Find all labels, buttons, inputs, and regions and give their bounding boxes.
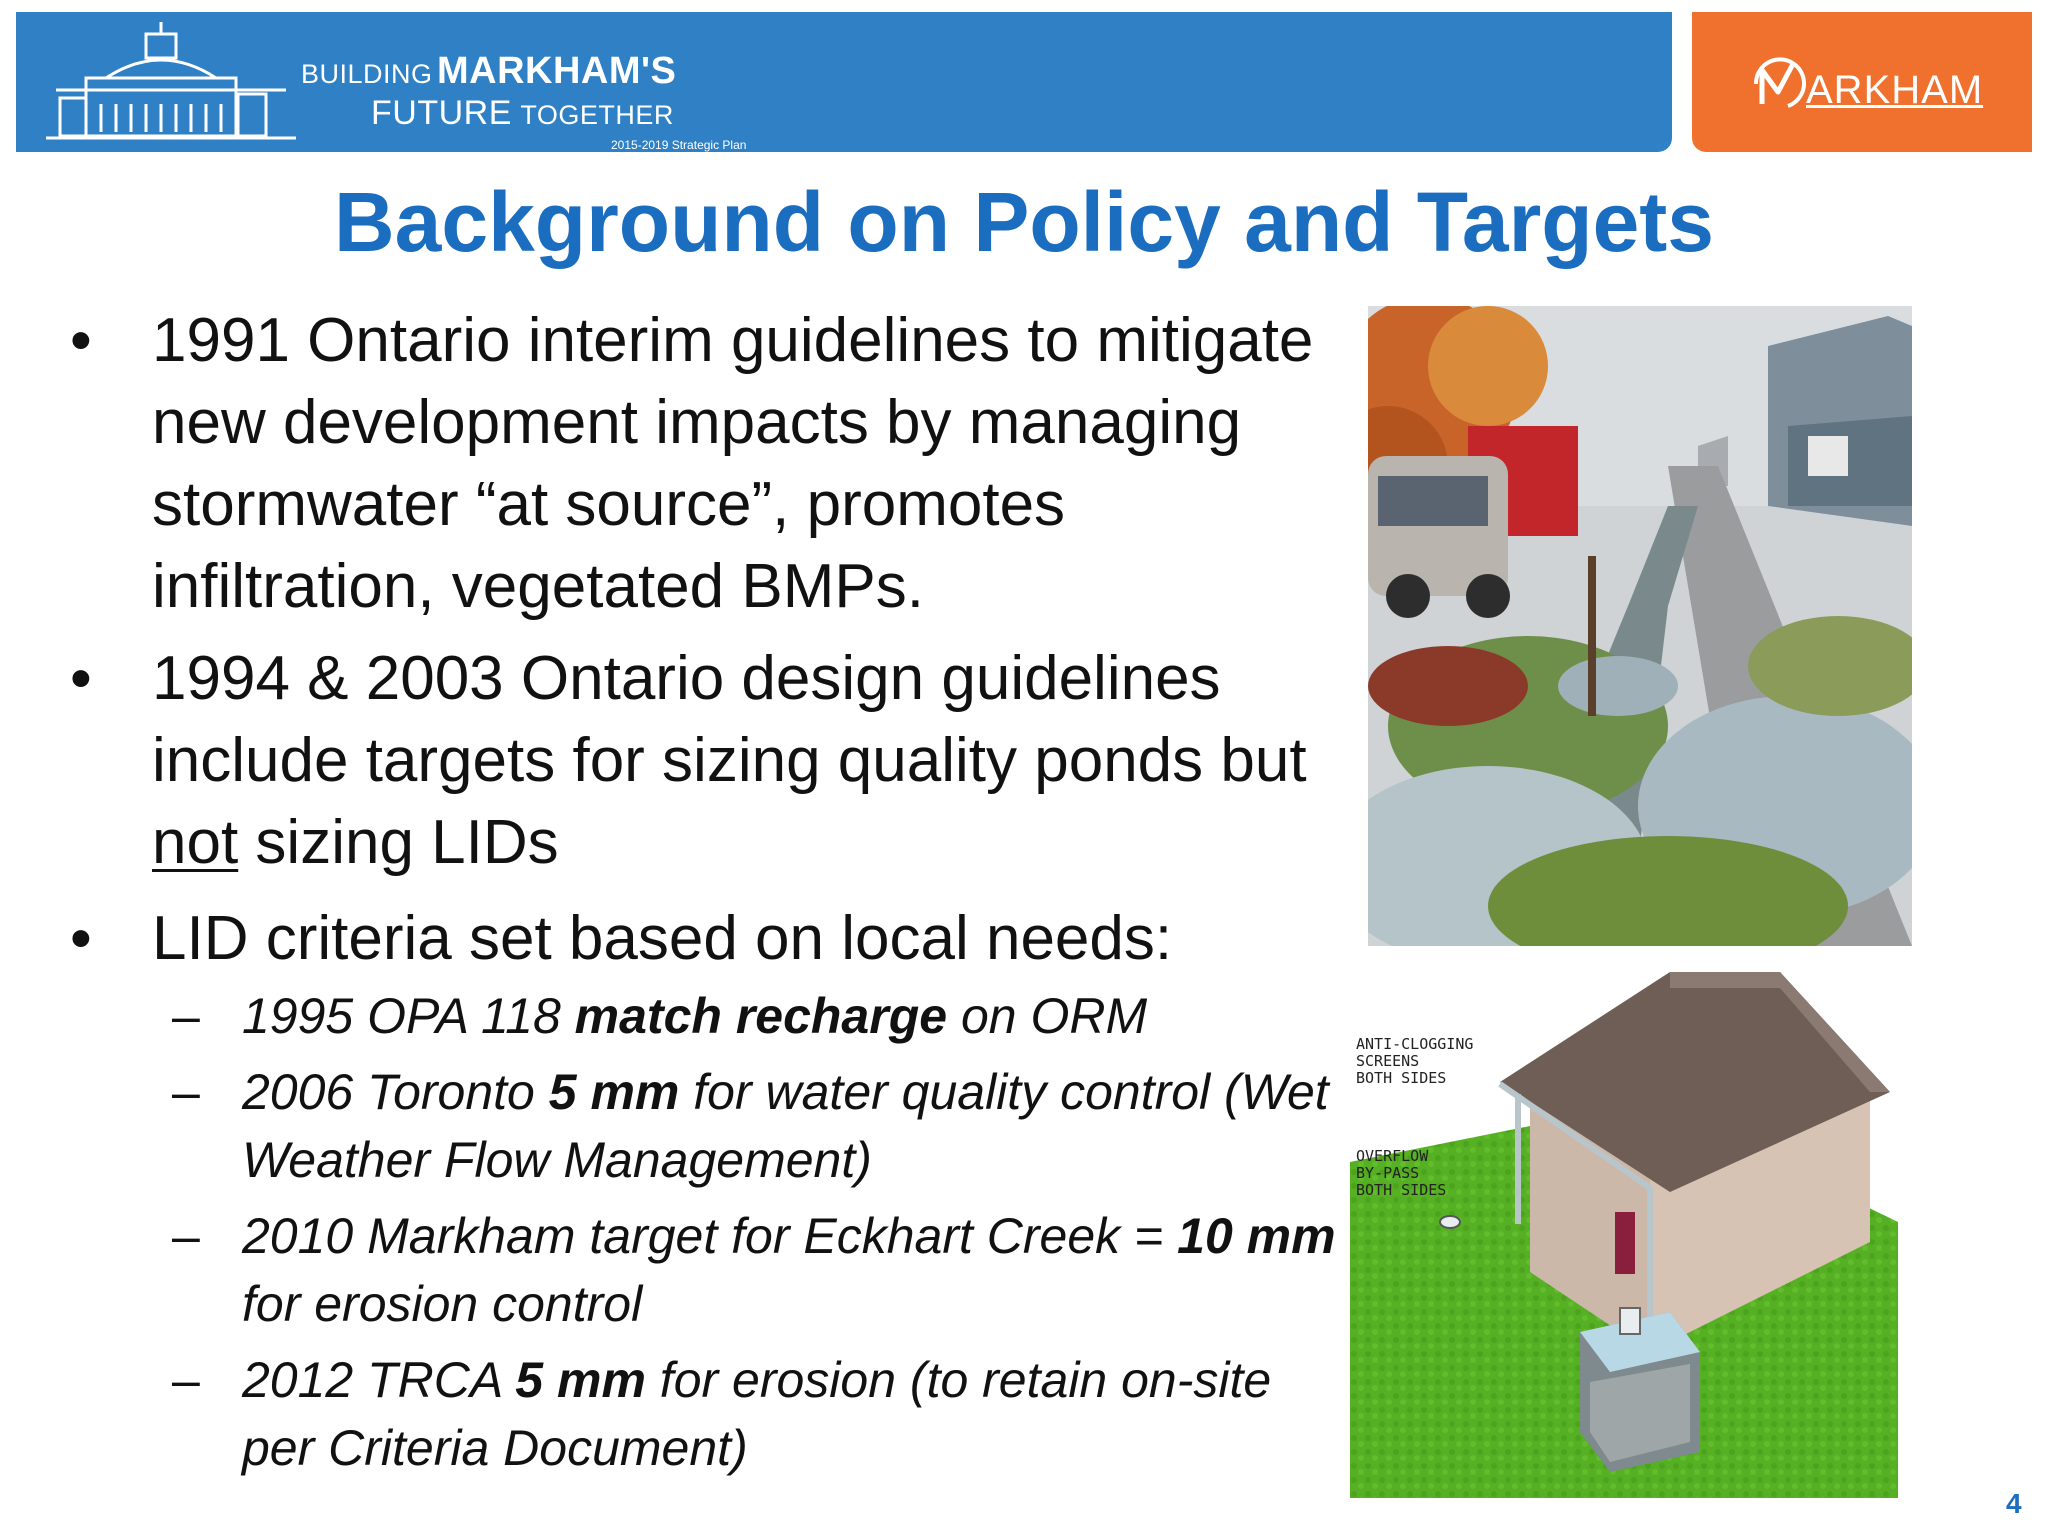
markham-m-swoosh-icon <box>1748 54 1810 114</box>
sub-text: for erosion control <box>242 1276 643 1332</box>
bullet-item <box>70 898 1350 980</box>
brand-markhams-text: MARKHAM'S <box>436 50 677 92</box>
sub-bullet-list <box>172 982 1350 1482</box>
sub-bullet-item <box>172 1058 1350 1194</box>
bullet-list <box>70 300 1350 1482</box>
bioswale-street-photo <box>1368 306 1912 946</box>
slide-title: Background on Policy and Targets <box>333 175 1714 269</box>
brand-building-text: BUILDING <box>301 59 433 89</box>
sub-bold-text: match recharge <box>574 988 948 1044</box>
brand-future-text: FUTURE <box>371 94 512 132</box>
bullet-item <box>70 300 1350 628</box>
sub-bullet-item <box>172 1202 1350 1338</box>
bullet-text-part: 1994 & 2003 Ontario design guidelines include targets for sizing quality ponds but <box>152 644 1307 795</box>
markham-logo <box>1692 12 2032 152</box>
callout-overflow-bypass: OVERFLOW BY-PASS BOTH SIDES <box>1356 1147 1447 1199</box>
bullet-symbol: • <box>70 904 92 973</box>
callout-anti-clogging: ANTI-CLOGGING SCREENS BOTH SIDES <box>1356 1035 1474 1087</box>
markham-logo-text: ARKHAM <box>1806 68 1984 112</box>
bullet-symbol: • <box>70 306 92 375</box>
sub-bold-text: 5 mm <box>548 1064 680 1120</box>
sub-bullet-item <box>172 982 1350 1050</box>
brand-plan-years: 2015-2019 Strategic Plan <box>611 138 747 152</box>
sub-text: 1995 OPA 118 <box>242 988 575 1044</box>
dash-symbol: – <box>172 1208 200 1264</box>
dash-symbol: – <box>172 1352 200 1408</box>
header-banner <box>16 12 1672 152</box>
dash-symbol: – <box>172 988 200 1044</box>
bullet-item <box>70 638 1350 884</box>
sub-bullet-item <box>172 1346 1350 1482</box>
bullet-text: 1991 Ontario interim guidelines to mitigate new development impacts by managing stormwater “at source”, promotes infiltration, vegetated BMPs. <box>152 306 1314 621</box>
underlined-emphasis: not <box>152 808 239 877</box>
civic-centre-building-icon <box>46 20 296 144</box>
bullet-symbol: • <box>70 644 92 713</box>
brand-together-text: TOGETHER <box>520 100 674 130</box>
sub-text: on ORM <box>947 988 1148 1044</box>
sub-text: 2006 Toronto <box>242 1064 549 1120</box>
dash-symbol: – <box>172 1064 200 1120</box>
sub-text: for erosion (to retain on-site per Criteria Document) <box>242 1352 1272 1476</box>
sub-bold-text: 10 mm <box>1177 1208 1336 1264</box>
sub-text: for water quality control (Wet Weather Flow Management) <box>242 1064 1329 1188</box>
sub-text: 2012 TRCA <box>242 1352 516 1408</box>
page-number: 4 <box>2006 1488 2022 1519</box>
sub-text: 2010 Markham target for Eckhart Creek = <box>242 1208 1178 1264</box>
bullet-text-part: sizing LIDs <box>238 808 559 877</box>
bullet-text: LID criteria set based on local needs: <box>152 904 1173 973</box>
sub-bold-text: 5 mm <box>515 1352 646 1408</box>
